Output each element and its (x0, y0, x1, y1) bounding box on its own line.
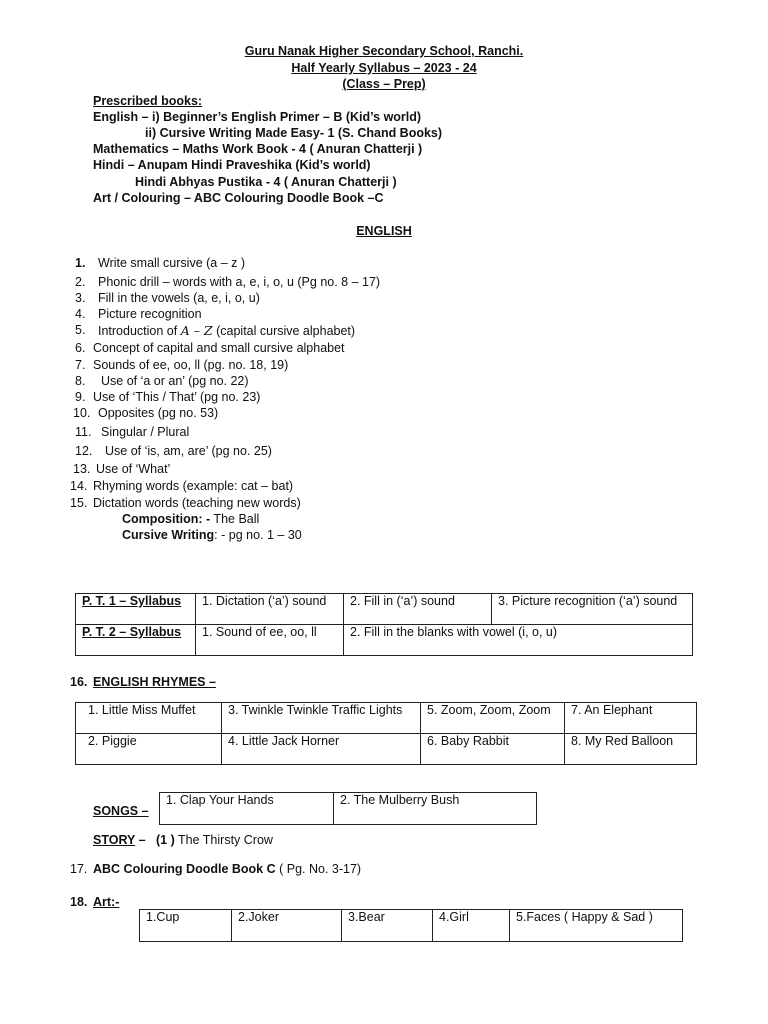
list-num-2: 2. (75, 275, 86, 289)
list-item-12: Use of ‘is, am, are’ (pg no. 25) (105, 444, 272, 458)
table-row (76, 594, 693, 625)
story-title: The Thirsty Crow (174, 833, 273, 847)
table-cell: 2. Piggie (76, 734, 222, 765)
list-num-10: 10. (73, 406, 91, 420)
book-hindi-1: Hindi – Anupam Hindi Praveshika (Kid’s world) (93, 158, 371, 172)
table-cell: 1. Dictation (‘a’) sound (196, 594, 344, 625)
table-cell: 3. Twinkle Twinkle Traffic Lights (222, 703, 421, 734)
rhymes-heading: ENGLISH RHYMES – (93, 675, 216, 689)
pt1-label-text: P. T. 1 – Syllabus (82, 594, 182, 608)
pt2-label-text: P. T. 2 – Syllabus (82, 625, 182, 639)
table-cell: 1. Little Miss Muffet (76, 703, 222, 734)
list-item-15: Dictation words (teaching new words) (93, 496, 301, 510)
section-num-17: 17. (70, 862, 88, 876)
colouring-line (93, 862, 361, 876)
story-line (93, 833, 273, 847)
list-item-13: Use of ‘What’ (96, 462, 171, 476)
list-num-6: 6. (75, 341, 86, 355)
list-item-5 (98, 323, 355, 338)
list-item-1: Write small cursive (a – z ) (98, 256, 246, 270)
books-heading: Prescribed books: (93, 94, 203, 108)
list-item-5-post: (capital cursive alphabet) (212, 324, 356, 338)
table-cell: 6. Baby Rabbit (421, 734, 565, 765)
section-num-16: 16. (70, 675, 88, 689)
table-cell: 4. Little Jack Horner (222, 734, 421, 765)
list-item-6: Concept of capital and small cursive alphabet (93, 341, 345, 355)
list-item-3: Fill in the vowels (a, e, i, o, u) (98, 291, 260, 305)
book-maths: Mathematics – Maths Work Book - 4 ( Anuran Chatterji ) (93, 142, 423, 156)
list-item-7: Sounds of ee, oo, ll (pg. no. 18, 19) (93, 358, 289, 372)
story-label: STORY (93, 833, 136, 847)
cursive-writing-value: : - pg no. 1 – 30 (214, 528, 302, 542)
list-item-2: Phonic drill – words with a, e, i, o, u (Pg no. 8 – 17) (98, 275, 381, 289)
list-item-10: Opposites (pg no. 53) (98, 406, 219, 420)
songs-label: SONGS – (93, 804, 149, 818)
list-num-12: 12. (75, 444, 93, 458)
english-heading: ENGLISH (356, 224, 412, 238)
table-row (76, 734, 697, 765)
list-item-11: Singular / Plural (101, 425, 190, 439)
table-row (140, 910, 683, 942)
list-num-15: 15. (70, 496, 88, 510)
list-num-3: 3. (75, 291, 86, 305)
table-cell: 3.Bear (342, 910, 433, 942)
table-cell: 5. Zoom, Zoom, Zoom (421, 703, 565, 734)
pt2-label (76, 625, 196, 656)
book-english-1: English – i) Beginner’s English Primer – B (Kid’s world) (93, 110, 422, 124)
art-table (139, 909, 683, 942)
art-heading: Art:- (93, 895, 120, 909)
rhymes-table (75, 702, 697, 765)
table-cell: 3. Picture recognition (‘a’) sound (492, 594, 693, 625)
list-num-9: 9. (75, 390, 86, 404)
table-cell: 5.Faces ( Happy & Sad ) (510, 910, 683, 942)
cursive-writing-line (122, 528, 302, 542)
table-cell: 7. An Elephant (565, 703, 697, 734)
list-item-5-pre: Introduction of (98, 324, 181, 338)
table-row (160, 793, 537, 825)
list-num-13: 13. (73, 462, 91, 476)
list-num-11: 11. (75, 425, 92, 439)
table-cell: 2. Fill in (‘a’) sound (344, 594, 492, 625)
table-cell: 1. Clap Your Hands (160, 793, 334, 825)
list-num-5: 5. (75, 323, 86, 337)
colouring-title: ABC Colouring Doodle Book C (93, 862, 276, 876)
list-item-8: Use of ‘a or an’ (pg no. 22) (101, 374, 249, 388)
list-num-8: 8. (75, 374, 86, 388)
table-cell: 1. Sound of ee, oo, ll (196, 625, 344, 656)
table-cell: 1.Cup (140, 910, 232, 942)
book-english-2: ii) Cursive Writing Made Easy- 1 (S. Chand Books) (145, 126, 443, 140)
list-num-4: 4. (75, 307, 86, 321)
story-dash: – (135, 833, 146, 847)
list-num-7: 7. (75, 358, 86, 372)
list-num-14: 14. (70, 479, 88, 493)
table-row (76, 703, 697, 734)
pt-syllabus-table (75, 593, 693, 656)
class-label: (Class – Prep) (342, 77, 426, 91)
table-cell: 4.Girl (433, 910, 510, 942)
list-item-4: Picture recognition (98, 307, 202, 321)
songs-table (159, 792, 537, 825)
list-item-14: Rhyming words (example: cat – bat) (93, 479, 294, 493)
section-num-18: 18. (70, 895, 88, 909)
school-name: Guru Nanak Higher Secondary School, Ranchi. (244, 44, 524, 58)
cursive-writing-label: Cursive Writing (122, 528, 215, 542)
story-num: (1 ) (156, 833, 175, 847)
syllabus-title: Half Yearly Syllabus – 2023 - 24 (291, 61, 477, 75)
table-cell: 8. My Red Balloon (565, 734, 697, 765)
cursive-capitals: A – Z (180, 323, 213, 338)
colouring-pages: ( Pg. No. 3-17) (275, 862, 362, 876)
pt1-label (76, 594, 196, 625)
table-cell: 2. The Mulberry Bush (334, 793, 537, 825)
list-num-1: 1. (75, 256, 86, 270)
table-cell: 2. Fill in the blanks with vowel (i, o, u) (344, 625, 693, 656)
composition-value: The Ball (210, 512, 260, 526)
book-art: Art / Colouring – ABC Colouring Doodle Book –C (93, 191, 384, 205)
table-row (76, 625, 693, 656)
composition-line (122, 512, 259, 526)
list-item-9: Use of ‘This / That’ (pg no. 23) (93, 390, 261, 404)
table-cell: 2.Joker (232, 910, 342, 942)
composition-label: Composition: - (122, 512, 211, 526)
book-hindi-2: Hindi Abhyas Pustika - 4 ( Anuran Chatterji ) (135, 175, 397, 189)
